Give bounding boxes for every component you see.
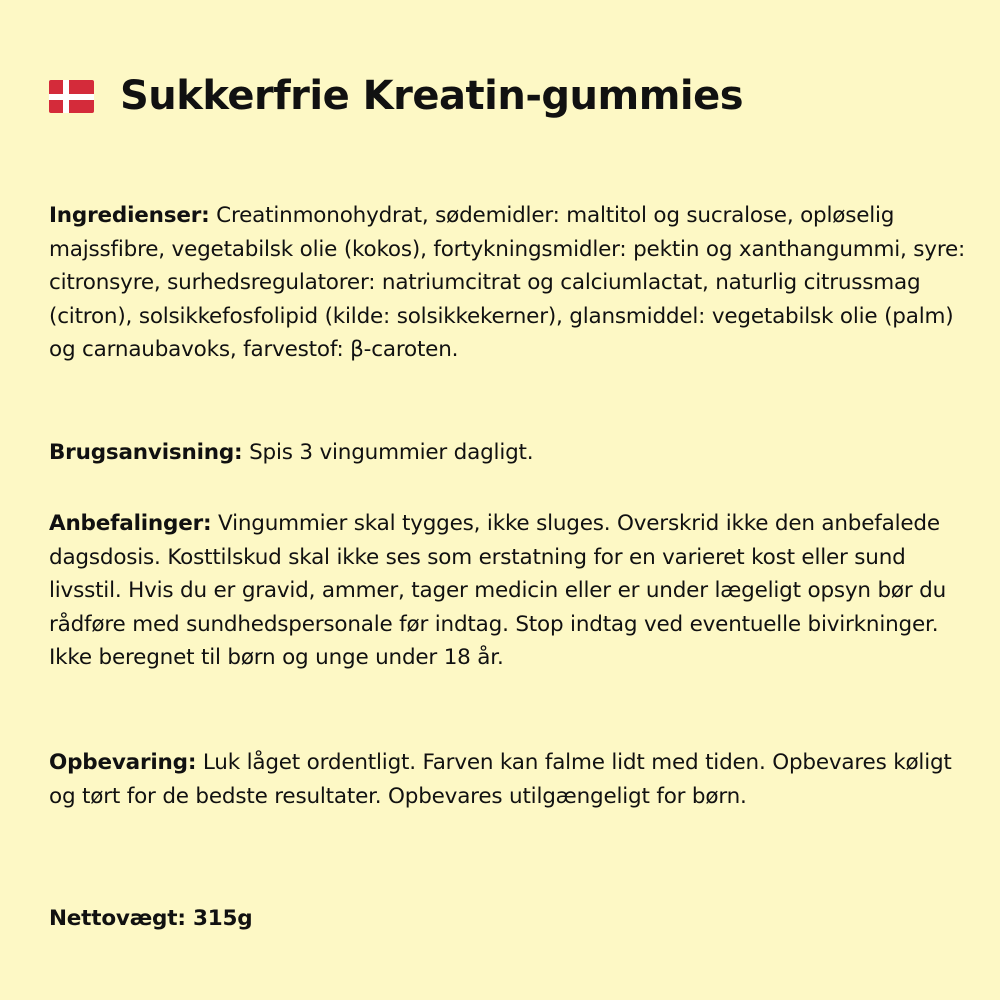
ingredients-section [49, 199, 969, 367]
usage-text: Spis 3 vingummier dagligt. [249, 440, 534, 465]
net-weight-label: Nettovægt: 315g [49, 906, 253, 931]
page-title: Sukkerfrie Kreatin-gummies [120, 73, 744, 119]
net-weight-section [49, 902, 969, 936]
storage-section [49, 746, 969, 813]
header [49, 70, 743, 122]
ingredients-label: Ingredienser: [49, 203, 210, 228]
usage-section [49, 436, 969, 470]
recommendations-label: Anbefalinger: [49, 511, 212, 536]
denmark-flag-icon [49, 80, 94, 113]
recommendations-section [49, 507, 969, 675]
usage-label: Brugsanvisning: [49, 440, 243, 465]
flag-cross-horizontal [49, 94, 94, 100]
ingredients-text: Creatinmonohydrat, sødemidler: maltitol og sucralose, opløselig majssfibre, vegetabilsk olie (kokos), fortykningsmidler: pektin og xanthangummi, syre: citronsyre, surhedsregulatorer: natriumcitrat og calciumlactat, naturlig citrussmag (citron), solsikkefosfolipid (kilde: solsikkekerner), glansmiddel: vegetabilsk olie (palm) og carnaubavoks, farvestof: β-caroten. [49, 203, 966, 362]
storage-text: Luk låget ordentligt. Farven kan falme lidt med tiden. Opbevares køligt og tørt for de bedste resultater. Opbevares utilgængeligt for børn. [49, 750, 952, 809]
storage-label: Opbevaring: [49, 750, 197, 775]
recommendations-text: Vingummier skal tygges, ikke sluges. Overskrid ikke den anbefalede dagsdosis. Kosttilskud skal ikke ses som erstatning for en varieret kost eller sund livsstil. Hvis du er gravid, ammer, tager medicin eller er under lægeligt opsyn bør du rådføre med sundhedspersonale før indtag. Stop indtag ved eventuelle bivirkninger. Ikke beregnet til børn og unge under 18 år. [49, 511, 947, 670]
